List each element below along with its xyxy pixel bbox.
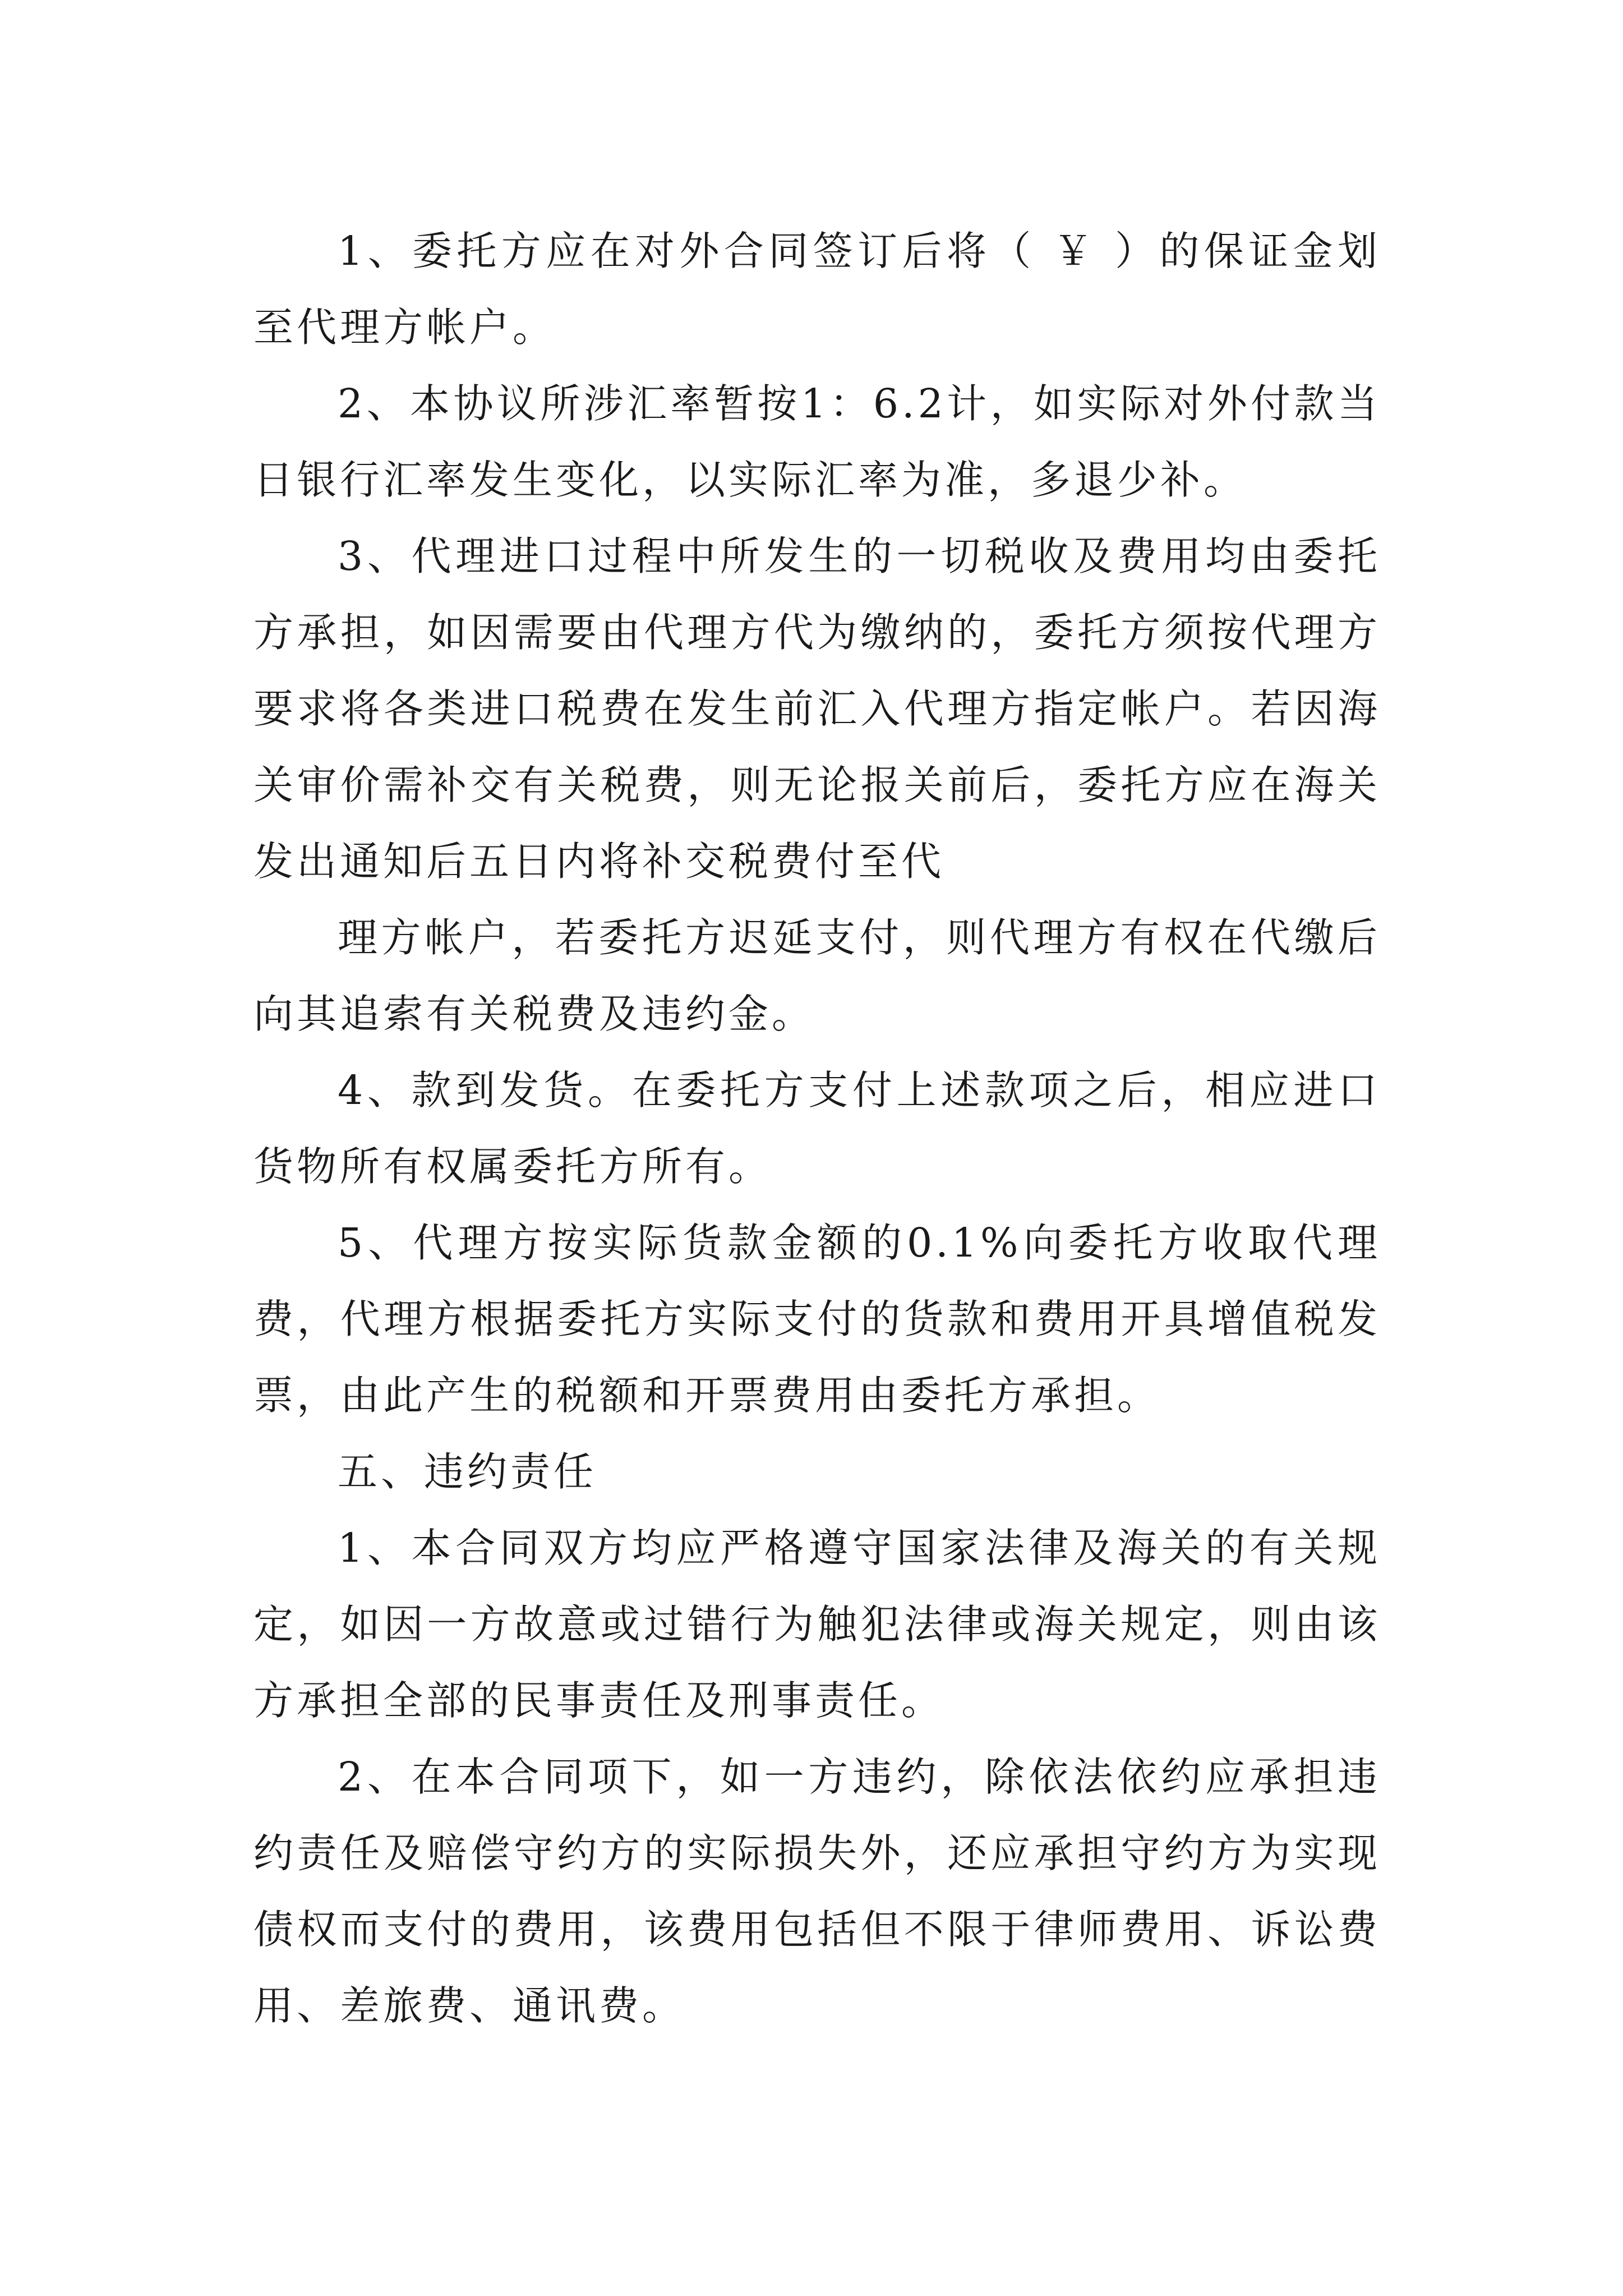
clause-taxes-fees-continued: 理方帐户，若委托方迟延支付，则代理方有权在代缴后向其追索有关税费及违约金。: [253, 914, 1381, 1037]
clause-delivery: 4、款到发货。在委托方支付上述款项之后，相应进口货物所有权属委托方所有。: [253, 1067, 1381, 1190]
document-body: [253, 213, 1381, 2044]
clause-deposit: 1、委托方应在对外合同签订后将（ ￥ ）的保证金划至代理方帐户。: [253, 228, 1381, 351]
clause-exchange-rate: 2、本协议所涉汇率暂按1：6.2计，如实际对外付款当日银行汇率发生变化，以实际汇率为准，多退少补。: [253, 380, 1381, 503]
clause-taxes-fees: 3、代理进口过程中所发生的一切税收及费用均由委托方承担，如因需要由代理方代为缴纳的，委托方须按代理方要求将各类进口税费在发生前汇入代理方指定帐户。若因海关审价需补交有关税费，则无论报关前后，委托方应在海关发出通知后五日内将补交税费付至代: [253, 533, 1381, 885]
clause-breach-costs: 2、在本合同项下，如一方违约，除依法依约应承担违约责任及赔偿守约方的实际损失外，还应承担守约方为实现债权而支付的费用，该费用包括但不限于律师费用、诉讼费用、差旅费、通讯费。: [253, 1754, 1381, 2029]
clause-legal-compliance: 1、本合同双方均应严格遵守国家法律及海关的有关规定，如因一方故意或过错行为触犯法律或海关规定，则由该方承担全部的民事责任及刑事责任。: [253, 1525, 1381, 1724]
section-heading-liability: 五、违约责任: [338, 1448, 597, 1495]
clause-agency-fee: 5、代理方按实际货款金额的0.1%向委托方收取代理费，代理方根据委托方实际支付的货款和费用开具增值税发票，由此产生的税额和开票费用由委托方承担。: [253, 1220, 1381, 1419]
